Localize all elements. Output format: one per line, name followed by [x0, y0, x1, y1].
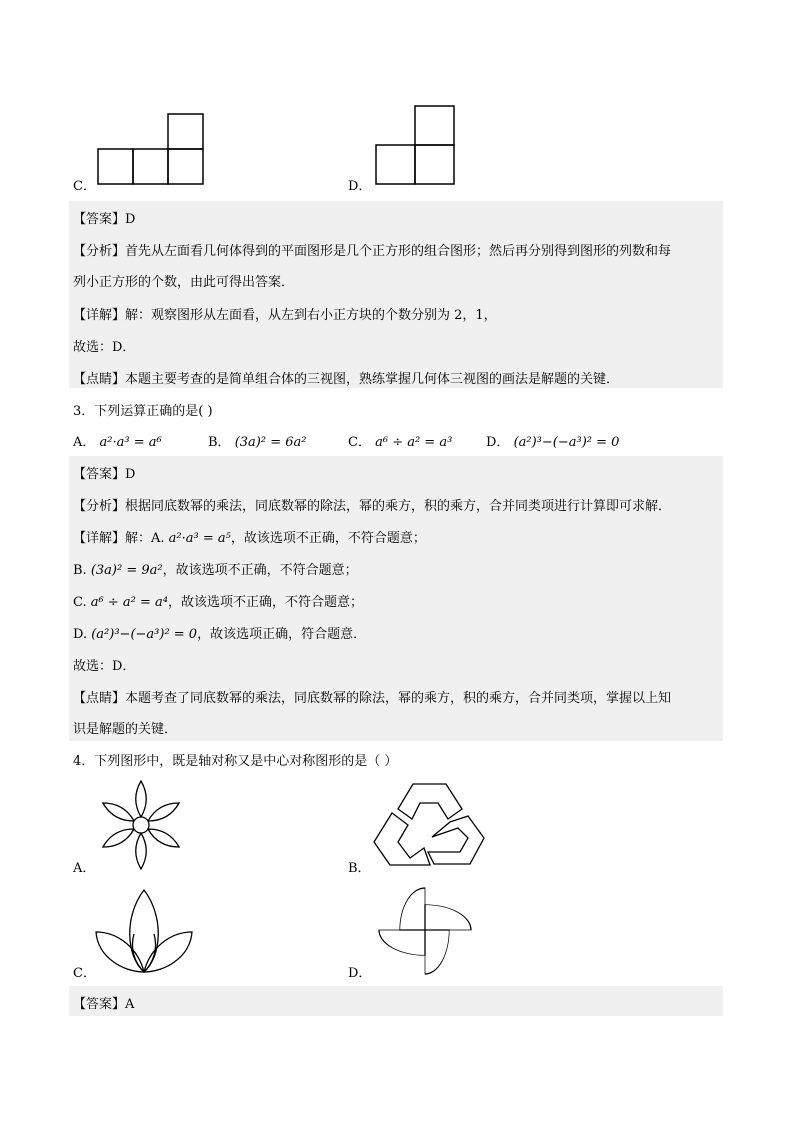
q4-option-a-label: A．: [73, 861, 96, 876]
q4-option-b-recycle: [372, 782, 486, 870]
q3-detail-lead: 【详解】解：A.: [73, 531, 165, 546]
q3-comment: 【点睛】本题考查了同底数幂的乘法，同底数幂的除法，幂的乘方，积的乘方，合并同类项，掌握以上知: [73, 691, 672, 706]
q3-detail-c-expr: a⁶ ÷ a² = a⁴: [90, 595, 168, 610]
q3-detail-b: [73, 559, 358, 578]
q3-option-c-label: C．: [348, 435, 371, 450]
q3-option-b-label: B．: [208, 435, 231, 450]
q4-a-petal-4: [136, 833, 147, 869]
q4-a-petal-1: [136, 781, 147, 817]
q4-b-arm-right: [428, 816, 484, 864]
q2-option-c-figure: [96, 112, 206, 187]
q4-a-petal-6: [100, 798, 136, 825]
q3-detail-d-tail: ，故该选项正确，符合题意．: [197, 627, 367, 642]
q3-detail-c-lead: C.: [73, 595, 87, 610]
q4-option-c-lotus: [94, 886, 194, 976]
q4-stem: 4．下列图形中，既是轴对称又是中心对称图形的是（ ）: [73, 754, 398, 769]
q4-a-petal-5: [100, 824, 136, 851]
q2-option-d-figure: [374, 103, 459, 188]
q4-a-petal-2: [145, 798, 181, 825]
q3-option-d-label: D．: [486, 435, 510, 450]
q4-d-blade-4: [379, 930, 425, 955]
q4-option-c-label: C．: [73, 966, 96, 981]
q3-comment-cont: 识是解题的关键．: [73, 722, 178, 737]
q2-solution-block: [69, 201, 723, 388]
q3-detail-a-expr: a²·a³ = a⁵: [168, 531, 231, 546]
q4-option-b-label: B．: [348, 861, 371, 876]
q3-detail-c-tail: ，故该选项不正确，不符合题意；: [167, 595, 363, 610]
q4-a-petal-3: [145, 824, 181, 851]
q2-answer: 【答案】D: [73, 212, 136, 227]
q3-analysis: 【分析】根据同底数幂的乘法，同底数幂的除法，幂的乘方，积的乘方，合并同类项进行计算即可求解．: [73, 499, 672, 514]
q4-d-blade-2: [425, 905, 471, 930]
q3-detail-d: [73, 623, 366, 642]
q4-c-petal-right: [144, 932, 192, 972]
q4-d-blade-1: [400, 888, 425, 930]
q2-c-square-3: [168, 149, 203, 184]
q4-option-d-label: D．: [348, 966, 372, 981]
q3-detail-b-tail: ，故该选项不正确，不符合题意；: [162, 563, 358, 578]
q3-choose: 故选：D．: [73, 659, 136, 674]
q2-c-square-2: [133, 149, 168, 184]
q3-option-b-expr: (3a)² = 6a²: [234, 435, 307, 450]
q3-detail-d-lead: D.: [73, 627, 88, 642]
q3-detail-b-expr: (3a)² = 9a²: [90, 563, 163, 578]
q2-analysis-cont: 列小正方形的个数，由此可得出答案．: [73, 275, 295, 290]
q2-comment: 【点睛】本题主要考查的是简单组合体的三视图，熟练掌握几何体三视图的画法是解题的关键．: [73, 372, 620, 387]
q4-option-d-pinwheel: [373, 884, 477, 976]
q4-answer: 【答案】A: [73, 997, 135, 1012]
q2-option-c-label: C．: [73, 179, 96, 194]
q2-c-square-4: [168, 114, 203, 149]
q4-d-blade-3: [425, 930, 449, 974]
q3-option-c: [348, 431, 452, 450]
q4-b-arm-top: [398, 784, 462, 819]
q3-option-d-expr: (a²)³−(−a³)² = 0: [513, 435, 620, 450]
q3-detail-a-tail: ，故该选项不正确，不符合题意；: [230, 531, 426, 546]
q3-detail-a: [73, 527, 426, 546]
q3-option-c-expr: a⁶ ÷ a² = a³: [375, 435, 453, 450]
q3-option-a-label: A．: [73, 435, 96, 450]
q3-detail-d-expr: (a²)³−(−a³)² = 0: [91, 627, 198, 642]
q4-option-a-flower: [93, 777, 189, 873]
q3-option-d: [486, 431, 619, 450]
q2-option-d-label: D．: [348, 179, 372, 194]
q4-c-petal-left: [96, 932, 144, 972]
q2-choose: 故选：D．: [73, 340, 136, 355]
q2-detail: 【详解】解：观察图形从左面看，从左到右小正方块的个数分别为 2，1，: [73, 308, 497, 323]
q3-option-a-expr: a²·a³ = a⁶: [99, 435, 162, 450]
q2-d-square-1: [376, 145, 415, 184]
q2-c-square-1: [98, 149, 133, 184]
q2-d-square-3: [415, 106, 454, 145]
q2-analysis: 【分析】首先从左面看几何体得到的平面图形是几个正方形的组合图形；然后再分别得到图形的列数和每: [73, 244, 672, 259]
q4-b-arm-left: [374, 813, 430, 865]
q3-detail-b-lead: B.: [73, 563, 87, 578]
q2-d-square-2: [415, 145, 454, 184]
q3-stem: 3．下列运算正确的是( ): [73, 404, 213, 419]
q4-a-center: [133, 817, 149, 833]
q4-c-petal-center: [130, 890, 159, 972]
q3-detail-c: [73, 591, 363, 610]
q3-options-row: [73, 431, 162, 450]
q4-solution-block: [69, 986, 723, 1016]
q3-answer: 【答案】D: [73, 467, 136, 482]
q3-option-b: [208, 431, 306, 450]
